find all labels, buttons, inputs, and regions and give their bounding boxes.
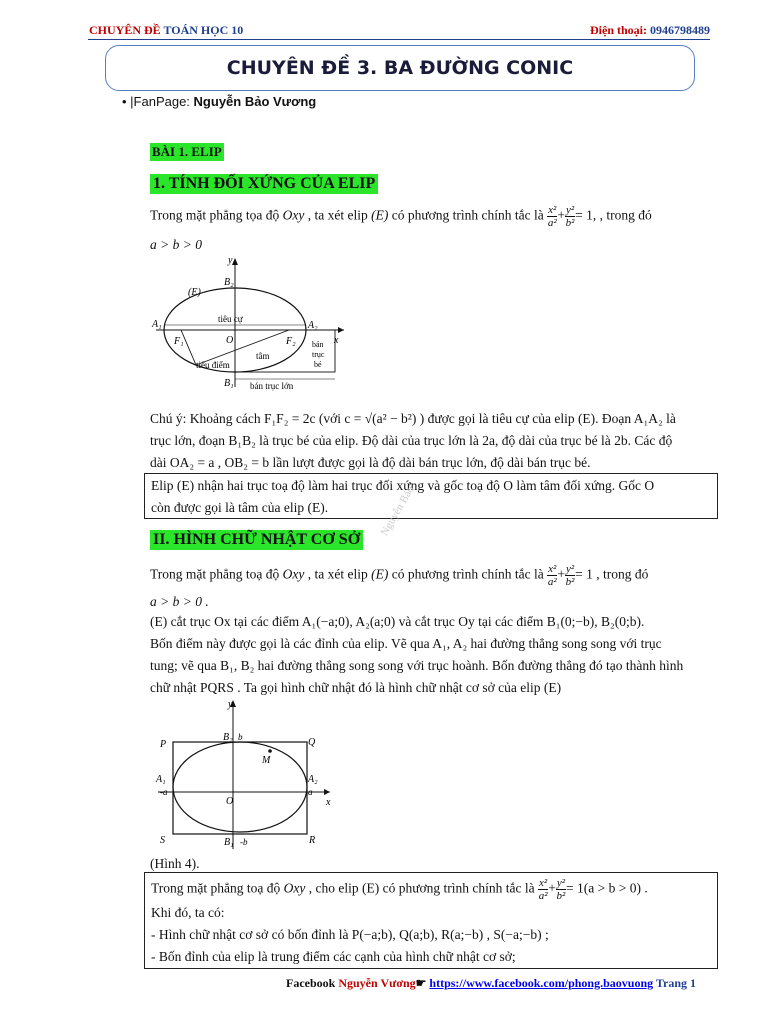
body-line: Bốn điểm này được gọi là các đỉnh của elip. Vẽ qua A₁, A₂ hai đường thẳng song song với trục xyxy=(150,636,662,651)
body-line: chữ nhật PQRS . Ta gọi hình chữ nhật đó là hình chữ nhật cơ sở của elip (E) xyxy=(150,680,562,695)
fig1-y: y xyxy=(228,255,233,266)
watermark: Nguyễn Bảo xyxy=(378,484,417,538)
fig2-b1: B₁ xyxy=(224,837,234,848)
text-e: (E) xyxy=(371,566,389,582)
fig1-f1: F₁ xyxy=(174,336,184,347)
condition: a > b > 0 xyxy=(150,237,202,252)
page-title: CHUYÊN ĐỀ 3. BA ĐƯỜNG CONIC xyxy=(105,45,695,91)
text: , ta xét elip xyxy=(304,207,372,223)
note-line: dài OA₂ = a , OB₂ = b lần lượt được gọi là độ dài bán trục lớn, độ dài bán trục bé. xyxy=(150,455,591,470)
section2-intro xyxy=(150,563,720,588)
phone-number: 0946798489 xyxy=(650,23,710,37)
fanpage-label: FanPage: xyxy=(133,94,194,109)
section1-intro xyxy=(150,204,720,229)
den: a² xyxy=(547,217,557,229)
fig1-minor-2: trục xyxy=(312,350,325,359)
note-line: trục lớn, đoạn B₁B₂ là trục bé của elip. Độ dài của trục lớn là 2a, độ dài của trục bé là 2b. Các độ xyxy=(150,433,673,448)
fig2-o: O xyxy=(226,796,234,807)
fig1-a1: A₁ xyxy=(152,319,162,330)
footer-label: Facebook xyxy=(286,976,339,990)
fraction-x xyxy=(547,563,557,588)
den: a² xyxy=(538,890,548,902)
fig1-x: x xyxy=(334,335,339,346)
equals: = 1 xyxy=(575,566,593,582)
condition-2: a > b > 0 . xyxy=(150,594,209,609)
box-line: còn được gọi là tâm của elip (E). xyxy=(151,500,329,515)
section2-heading: II. HÌNH CHỮ NHẬT CƠ SỞ xyxy=(150,530,363,550)
num: y² xyxy=(565,563,575,575)
ellipse-figure-2 xyxy=(148,697,348,852)
fanpage-name[interactable]: Nguyễn Bảo Vương xyxy=(193,94,317,109)
fig2-q: Q xyxy=(308,737,316,748)
box-line: - Bốn đỉnh của elip là trung điểm các cạnh của hình chữ nhật cơ sở; xyxy=(151,949,516,964)
num: y² xyxy=(556,877,565,889)
fig1-center-label: tâm xyxy=(256,351,270,361)
fraction-x xyxy=(547,204,557,229)
fraction-y xyxy=(565,204,575,229)
fig1-b1: B₁ xyxy=(224,378,234,389)
facebook-link[interactable]: https://www.facebook.com/phong.baovuong xyxy=(429,976,654,990)
page-number: Trang 1 xyxy=(653,976,697,990)
bullet: • | xyxy=(122,94,134,109)
den: a² xyxy=(547,576,557,588)
fig2-a2: A₂ xyxy=(308,774,318,785)
fig1-foci-label: tiêu điểm xyxy=(196,360,230,370)
fig1-f2: F₂ xyxy=(286,336,296,347)
equals: = 1, xyxy=(575,207,597,223)
text-oxy: Oxy xyxy=(283,880,306,896)
ellipse-figure-1 xyxy=(148,255,348,395)
box-line: - Hình chữ nhật cơ sở có bốn đỉnh là P(−a;b), Q(a;b), R(a;−b) , S(−a;−b) ; xyxy=(151,927,549,942)
footer-name: Nguyễn Vương xyxy=(338,976,416,990)
text: có phương trình chính tắc là xyxy=(388,207,548,223)
text-e: (E) xyxy=(371,207,389,223)
fig2-x: x xyxy=(326,797,331,808)
fig2-s: S xyxy=(160,835,165,846)
fig2-b: b xyxy=(238,732,243,742)
fig1-minor-3: bé xyxy=(314,360,322,369)
fig2-a1: A₁ xyxy=(156,774,166,785)
den: b² xyxy=(556,890,566,902)
fraction-y xyxy=(565,563,575,588)
note-line: Chú ý: Khoảng cách F₁F₂ = 2c (với c = √(a² − b²) ) được gọi là tiêu cự của elip (E). Đoạn A₁A₂ là xyxy=(150,411,676,426)
fig2-p: P xyxy=(160,739,167,750)
body-line: (E) cắt trục Ox tại các điểm A₁(−a;0), A₂(a;0) và cắt trục Oy tại các điểm B₁(0;−b), B₂(0;b). xyxy=(150,614,645,629)
text: , ta xét elip xyxy=(304,566,372,582)
phone-label: Điện thoại: xyxy=(590,23,650,37)
fig1-a2: A₂ xyxy=(308,320,318,331)
num: x² xyxy=(548,563,557,575)
fanpage-line xyxy=(122,94,316,109)
fig2-a: a xyxy=(308,787,313,797)
header-divider xyxy=(88,39,710,40)
base-rectangle-box xyxy=(144,872,718,969)
num: x² xyxy=(548,204,557,216)
text-oxy: Oxy xyxy=(282,207,305,223)
hand-pointer-icon: ☛ xyxy=(415,976,430,990)
body-line: tung; vẽ qua B₁, B₂ hai đường thẳng song song với trục hoành. Bốn đường thẳng đó tạo thành hình xyxy=(150,658,684,673)
fig2-minus-a: -a xyxy=(160,787,168,797)
box2-intro xyxy=(151,877,711,902)
fraction-y xyxy=(556,877,566,902)
text: Trong mặt phẳng toạ độ xyxy=(150,566,283,582)
text: có phương trình chính tắc là xyxy=(388,566,548,582)
text: , cho elip (E) có phương trình chính tắc là xyxy=(305,880,538,896)
fig1-e: (E) xyxy=(188,287,201,298)
text: = 1(a > b > 0) . xyxy=(566,880,648,896)
text: , trong đó xyxy=(599,207,652,223)
fig1-focal-label: tiêu cự xyxy=(218,314,243,324)
fig1-o: O xyxy=(226,335,234,346)
figure-caption: (Hình 4). xyxy=(150,856,200,871)
text: Trong mặt phẳng toạ độ xyxy=(151,880,284,896)
plus: + xyxy=(548,880,556,896)
fig2-r: R xyxy=(309,835,316,846)
header-left xyxy=(89,23,243,38)
section1-note xyxy=(150,408,720,474)
box-line: Khi đó, ta có: xyxy=(151,905,225,920)
footer xyxy=(286,976,696,991)
fig2-y: y xyxy=(228,699,233,710)
section1-heading: 1. TÍNH ĐỐI XỨNG CỦA ELIP xyxy=(150,174,378,194)
lesson-label: BÀI 1. ELIP xyxy=(152,144,222,159)
section2-body xyxy=(150,611,720,699)
num: y² xyxy=(565,204,575,216)
fig1-major-label: bán trục lớn xyxy=(250,381,294,391)
text: Trong mặt phẳng tọa độ xyxy=(150,207,283,223)
text: , trong đó xyxy=(592,566,649,582)
plus: + xyxy=(557,566,565,582)
fraction-x xyxy=(538,877,548,902)
fig1-minor-1: bán xyxy=(312,340,324,349)
den: b² xyxy=(565,576,575,588)
den: b² xyxy=(565,217,575,229)
header-left-suffix: TOÁN HỌC 10 xyxy=(160,23,244,37)
text-oxy: Oxy xyxy=(282,566,305,582)
header-right xyxy=(590,23,710,38)
symmetry-box xyxy=(144,473,718,519)
box-line: Elip (E) nhận hai trục toạ độ làm hai trục đối xứng và gốc toạ độ O làm tâm đối xứng. Gốc O xyxy=(151,478,655,493)
fig2-b2: B₂ xyxy=(223,732,233,743)
num: x² xyxy=(539,877,548,889)
plus: + xyxy=(557,207,565,223)
fig1-b2: B₂ xyxy=(224,277,234,288)
header-left-prefix: CHUYÊN ĐỀ xyxy=(89,23,161,37)
fig2-minus-b: -b xyxy=(240,837,248,847)
fig2-m: M xyxy=(262,755,271,766)
